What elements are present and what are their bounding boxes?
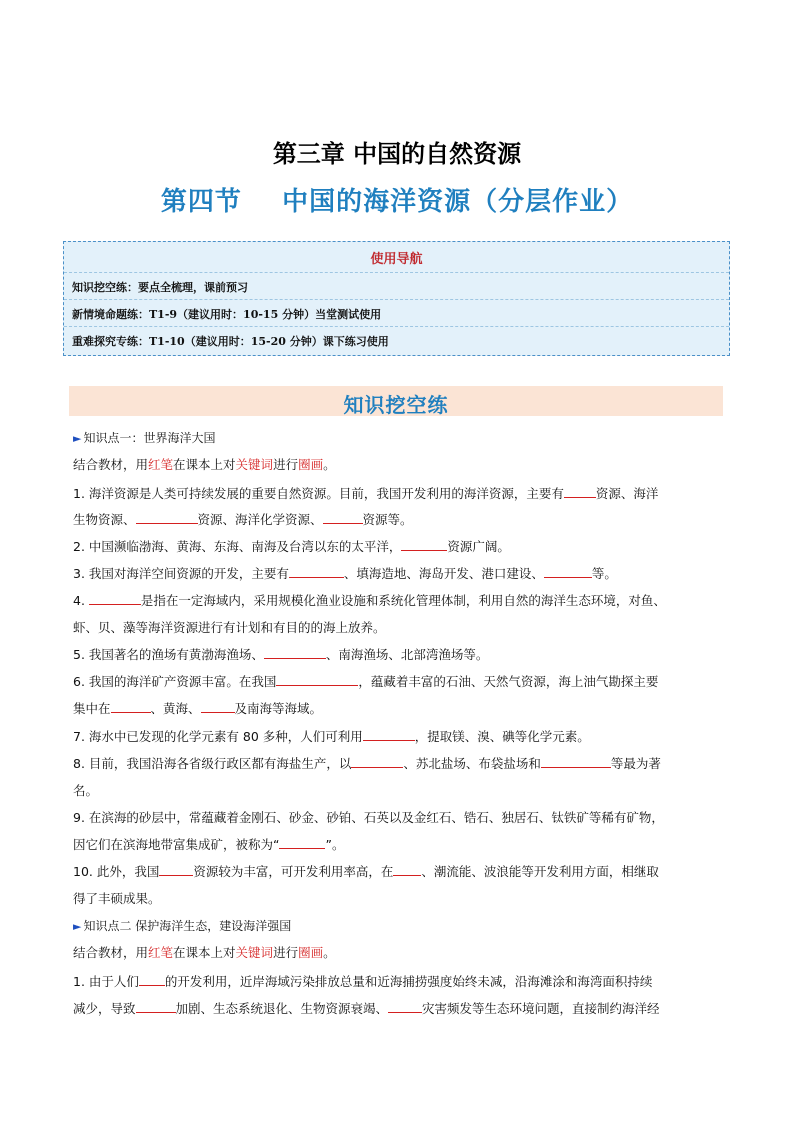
- question-4-cont: 虾、贝、藻等海洋资源进行有计划和有目的的海上放养。: [73, 620, 386, 635]
- question-9-cont: 因它们在滨海地带富集成矿，被称为“ ”。: [73, 837, 345, 852]
- question-9: 9. 在滨海的砂层中，常蕴藏着金刚石、砂金、砂铂、石英以及金红石、锆石、独居石、钛铁矿等稀有矿物，: [73, 810, 664, 825]
- kp2-question-1-cont: 减少，导致 加剧、生态系统退化、生物资源衰竭、 灾害频发等生态环境问题，直接制约海洋经: [73, 1001, 660, 1016]
- answer-blank[interactable]: [276, 673, 358, 686]
- answer-blank[interactable]: [388, 1000, 422, 1013]
- nav-line-preview: 知识挖空练：要点全梳理，课前预习: [72, 281, 248, 294]
- question-8-cont: 名。: [73, 783, 99, 798]
- answer-blank[interactable]: [289, 565, 344, 578]
- answer-blank[interactable]: [401, 538, 447, 551]
- question-5: 5. 我国著名的渔场有黄渤海渔场、 、南海渔场、北部湾渔场等。: [73, 647, 489, 662]
- answer-blank[interactable]: [111, 700, 151, 713]
- nav-divider: [64, 272, 729, 273]
- answer-blank[interactable]: [136, 511, 198, 524]
- answer-blank[interactable]: [544, 565, 592, 578]
- nav-divider: [64, 299, 729, 300]
- triangle-bullet-icon: ►: [73, 920, 82, 933]
- instruction-line: 结合教材，用红笔在课本上对关键词进行圈画。: [73, 945, 336, 960]
- chapter-title: 第三章 中国的自然资源: [272, 140, 522, 168]
- answer-blank[interactable]: [264, 646, 326, 659]
- banner-title: 知识挖空练: [343, 393, 449, 417]
- answer-blank[interactable]: [279, 836, 325, 849]
- instruction-line: 结合教材，用红笔在课本上对关键词进行圈画。: [73, 457, 336, 472]
- question-10-cont: 得了丰硕成果。: [73, 891, 161, 906]
- nav-divider: [64, 326, 729, 327]
- answer-blank[interactable]: [541, 755, 611, 768]
- question-2: 2. 中国濒临渤海、黄海、东海、南海及台湾以东的太平洋， 资源广阔。: [73, 539, 510, 554]
- answer-blank[interactable]: [323, 511, 363, 524]
- answer-blank[interactable]: [393, 863, 421, 876]
- question-7: 7. 海水中已发现的化学元素有 80 多种，人们可利用 ，提取镁、溴、碘等化学元素。: [73, 729, 590, 744]
- section-title: 第四节 中国的海洋资源（分层作业）: [160, 187, 634, 217]
- nav-line-classtest: 新情境命题练：T1-9（建议用时：10-15 分钟）当堂测试使用: [72, 308, 382, 321]
- answer-blank[interactable]: [201, 700, 235, 713]
- knowledge-point-heading: ► 知识点一：世界海洋大国: [73, 431, 216, 445]
- answer-blank[interactable]: [136, 1000, 176, 1013]
- section-banner: [69, 386, 723, 416]
- usage-navigation-box: [63, 241, 730, 356]
- answer-blank[interactable]: [89, 592, 141, 605]
- kp2-question-1: 1. 由于人们 的开发利用，近岸海域污染排放总量和近海捕捞强度始终未减，沿海滩涂和海湾面积持续: [73, 974, 653, 989]
- question-1: 1. 海洋资源是人类可持续发展的重要自然资源。目前，我国开发利用的海洋资源，主要有 资源、海洋: [73, 486, 659, 501]
- triangle-bullet-icon: ►: [73, 432, 82, 445]
- question-6-cont: 集中在 、黄海、 及南海等海域。: [73, 701, 323, 716]
- question-3: 3. 我国对海洋空间资源的开发，主要有 、填海造地、海岛开发、港口建设、 等。: [73, 566, 617, 581]
- answer-blank[interactable]: [139, 973, 165, 986]
- nav-title: 使用导航: [370, 252, 423, 267]
- question-10: 10. 此外，我国 资源较为丰富，可开发利用率高，在 、潮流能、波浪能等开发利用方面，相继取: [73, 864, 659, 879]
- question-1-cont: 生物资源、 资源、海洋化学资源、 资源等。: [73, 512, 413, 527]
- knowledge-point-heading: ► 知识点二 保护海洋生态，建设海洋强国: [73, 919, 292, 933]
- answer-blank[interactable]: [564, 485, 596, 498]
- answer-blank[interactable]: [363, 728, 415, 741]
- answer-blank[interactable]: [351, 755, 403, 768]
- question-8: 8. 目前，我国沿海各省级行政区都有海盐生产，以 、苏北盐场、布袋盐场和 等最为著: [73, 756, 661, 771]
- answer-blank[interactable]: [159, 863, 193, 876]
- question-6: 6. 我国的海洋矿产资源丰富。在我国 ，蕴藏着丰富的石油、天然气资源，海上油气勘探主要: [73, 674, 659, 689]
- nav-line-homework: 重难探究专练：T1-10（建议用时：15-20 分钟）课下练习使用: [72, 335, 389, 348]
- question-4: 4. 是指在一定海域内，采用规模化渔业设施和系统化管理体制，利用自然的海洋生态环境，对鱼、: [73, 593, 666, 608]
